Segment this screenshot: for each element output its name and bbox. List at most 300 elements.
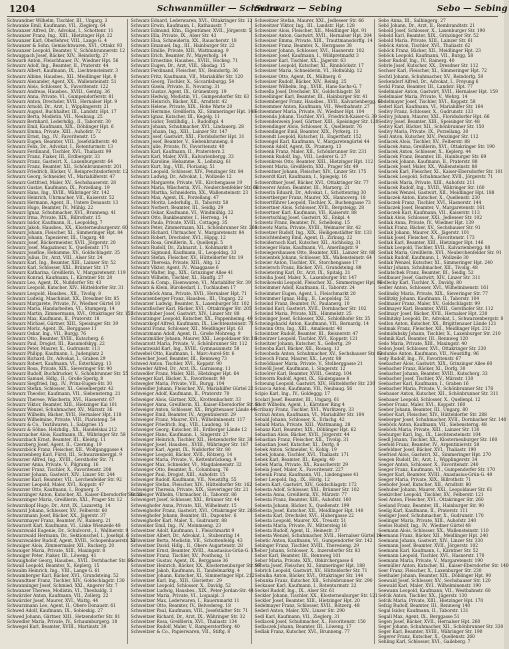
directory-entry: Schwandner Wilhelm, Tischler, III., Ungarg. 3 [7, 19, 108, 24]
directory-entry: Schweiger Karl, Agent, IX., Nußdorfer Str. 80 [130, 447, 231, 453]
directory-entry: Scrinzi Anton, Kaufmann, VI., Mariahilfer Str. 104 [254, 412, 365, 418]
directory-entry: Schweiger Anna, Greißlerin, XI., Kaiser-Ebersdorfer Str. 61 [130, 402, 261, 408]
directory-entry: Sedivy Johann, Maurer, XXI., Floridsdorfer Hpt. 66 [378, 114, 490, 120]
directory-entry: Schwarz Sigmund, Kaufmann, II., Leopoldsg. 33 [130, 251, 237, 257]
directory-entry: Schwarz Ignaz, Kutscher, III., Kegelg. 11 [130, 114, 221, 120]
directory-entry: Schwarz Ernestine, Hausbes., XVIII., Hockeg. 71 [130, 59, 238, 65]
directory-entry: Seebacher Alois, Gastwirt, XIX., Grinzinger Allee 60 [378, 362, 493, 368]
directory-entry: Schweitzer Franz, Tischler, XV., Pouthong. 11 [130, 553, 231, 559]
directory-entry: Scolari Josef, Beamter, III., Ungarg. 61 [254, 397, 340, 403]
directory-entry: Schwarz Stefan, Fleischer, XV., Hütteldorfer Str. 19 [130, 256, 244, 262]
directory-entry: Schwarz Oskar, Ing., VII., Burgg. 76 [7, 331, 86, 337]
directory-entry: Sedlacek Anton, Schlosser, X., Keplerg. 44 [378, 150, 472, 156]
directory-entry: Schwarz Michael, Gärtner, XIII., Speisinger Str. 39 [7, 321, 119, 327]
directory-entry: Schwarzwald Karl, Ing., XVIII., Gymnasiumstr. 58 [130, 347, 240, 353]
directory-entry: Sebesta Maria, Private, IV., Mittersteig 16 [254, 523, 347, 529]
directory-entry: Sedelmayer Franz, Schlosser, XVII., Rötzerg. 48 [254, 604, 360, 610]
directory-entry: Schweiger Alois, Gärtner, XIX., Krottenbachstr. 33 [130, 397, 241, 403]
directory-entry: Seebauer Leopold, Schlosser, X., Quellenpl. 12 [378, 397, 481, 403]
directory-entry: Schwamberger Karl, Bäcker, XVI., Grundsteing. 52 [7, 574, 119, 580]
directory-entry: Schwarzl Johann, Schlosser, XV., Felberstr. 60 [7, 508, 108, 514]
directory-entry: Schwarz Peter, Maurer, X., Gudrunstr. 113 [7, 347, 100, 353]
directory-entry: Schwentner Johann, Fleischer, XIV., Linzer Str. 175 [254, 170, 367, 176]
directory-entry: Sebetic Anton, Kaufmann, VI., Gumpendorfer Str. 142 [254, 538, 373, 544]
directory-entry: Sedlak Franz, Bäcker, XV., Sechshauser Str. 91 [378, 225, 481, 231]
directory-entry: Schwarz Eugen, Beamter, VIII., Josefstädterstr. 40 [7, 140, 118, 146]
directory-entry: Schweitzer & Co., Papierwaren, VII., Stiftg. 8 [130, 629, 231, 635]
directory-entry: Schwarz Hedwig, Modistin, VI., Gumpendorfer Str. 63 [130, 94, 250, 100]
directory-entry: Schwaighofer Georg, Hausbes., XVII., Dornbacher Str. 66 [7, 559, 134, 565]
directory-entry: Schwaiger Peter, Fiaker, III., Löweng. 41 [7, 553, 97, 559]
directory-entry: Seegen Rudolf, Dr., Arzt, I., Wipplingerstr. 34 [378, 458, 478, 464]
directory-entry: Schwalm Heinrich, Ing., VIII., Lange G. 61 [7, 569, 101, 575]
directory-entry: Schwenk Franz, Maler, XII., Schönbrunner Str. 231 [254, 150, 367, 156]
directory-entry: Schwarz Margarete, Private, VII., Kirchengasse 19 [130, 180, 243, 186]
running-head-right: Sebo — Sebing [437, 4, 508, 14]
directory-entry: Sedivy Josef, Beamter, XIII., Speisinger Str. 48 [378, 119, 480, 125]
directory-entry: Schweitzer Johann, Kutscher, XI., Simmeringer Hpt. 212 [130, 574, 255, 580]
directory-entry: Schwent Maria, Greißlerin, XXI., Prager Str. 49 [254, 165, 359, 171]
directory-entry: Schwarz Kurt, Ing., VIII., Florianig. 51 [130, 165, 215, 171]
directory-entry: Schwarz Wenzel, Schuhmacher, XV., Märzstr. 36 [7, 407, 113, 413]
directory-entry: Seefeldner Josef, Bäcker, XVI., Thaliastr. 190 [378, 447, 477, 453]
directory-entry: Seckl Franz, Beamter, III., Landstr. Hpt. 77 [378, 84, 473, 90]
directory-entry: Schwetz Maria, Private, XVIII., Weimarer Str. 42 [254, 225, 361, 231]
directory-entry: Sefcik Anton, Tischler, XX., Jägerstr. 130 [378, 594, 468, 600]
directory-entry: Seeger Maria, Private, XIX., Billrothstr. 71 [378, 478, 472, 484]
directory-entry: Schwarz & Comp., Eisenwaren, VI., Mariahilfer Str. 39 [130, 281, 251, 287]
directory-entry: Sedlaczek Karl, Kaufmann, VII., Kaiserstr. 113 [378, 210, 480, 216]
directory-entry: Schwarz Josef, Bäckermeister, XVII., Jörgerstr. 20 [7, 241, 116, 247]
directory-entry: Schwarz Alexander, Agent, XX., Wallensteinstr. 51 [7, 79, 117, 85]
directory-entry: Sebek Maria, Private, XX., Rauscherstr. 29 [254, 463, 348, 469]
directory-entry: Schwanke Emil, Kaufmann, VII., Zieglerg. 64 [7, 24, 106, 30]
directory-entry: Schwarz Friedrich, Bäcker, V., Reinprechtsdorferstr. 12 [7, 170, 128, 176]
directory-entry: Schwarz Leo, Agent, IX., Nußdorfer Str. 43 [7, 281, 102, 287]
directory-entry: Schweger Karl, Bäcker, X., Favoritenstr. 98 [130, 377, 226, 383]
directory-entry: Schwanzer Franz, Ing., XIII., Hietzinger Hpt. 22 [7, 34, 113, 40]
directory-entry: Schwenk Adolf, Agent, IX., Pramerg. 13 [254, 145, 342, 151]
directory-entry: Sederl Karl, Kaufmann, VI., Mariahilfer Str. 164 [378, 104, 484, 110]
directory-entry: Seebauer Anton, Kutscher, XII., Schönbrunner Str. 311 [378, 392, 499, 398]
directory-entry: Seeland Franz, Beamter, III., Hainburger Str. 90 [378, 503, 484, 509]
directory-entry: Schwarzwald Hermann, Dr., Sektionschef, I., Josefspl. 6 [7, 533, 129, 539]
directory-entry: Schwarz & Co., Textilwaren, I., Salzgries 15 [7, 422, 104, 428]
directory-entry: Schwarz Martha, Schneiderin, XX., Wallensteinstr. 23 [130, 190, 249, 196]
directory-entry: Sedivy Karl, Bäcker, XII., Schönbrunner Str. 150 [378, 124, 485, 130]
directory-entry: Schwendinger Alois, Schlosser, X., Quellenstr. 76 [254, 124, 362, 130]
running-head-middle: Schwarz — Sebing [255, 4, 342, 14]
directory-entry: Seeger Anton, Schlosser, X., Favoritenstr. 240 [378, 463, 479, 469]
directory-entry: Schwarzmann Leo, Agent, II., Obere Donaustr. 61 [7, 604, 116, 610]
directory-entry: Schwarz Helene, Private, XIX., Hohe Warte 20 [130, 104, 233, 110]
directory-entry: Seckauer Karl, Kaufmann, I., Rotenturmstr. 22 [254, 584, 357, 590]
directory-entry: Schweitzer Berta, Modistin, VII., Schottenfeldg. 43 [130, 538, 243, 544]
directory-entry: Schwertner Alois, Schlosser, XVII., Bergsteigg. 28 [254, 205, 364, 211]
directory-entry: Schwarz Maria, Handarbeiten, VI., Stumperg. 14 [7, 306, 115, 312]
directory-entry: Schweiger Friedrich, Ing., VIII., Laudong. 16 [130, 422, 230, 428]
directory-entry: Schwarz Karl, Maler, XVII., Kalvarienbergg. 33 [130, 155, 234, 161]
directory-entry: Schweiger Stefan, Fleischer, XIV., Hütteldorfer Str. 162 [130, 483, 252, 489]
directory-entry: Schwarz Leopold, Hausbes., XII., Tivolig. 8 [7, 291, 102, 297]
directory-entry: Seelos Rudolf, Ing., IV., Wiedner Gürtel 48 [378, 523, 471, 529]
directory-entry: Schwarz Josef, Beamter, V., Siebenbrunneng. 8 [130, 140, 234, 146]
directory-entry: Schwarz Jakob, Hausbes., XX., Klosterneuburgerstr. 60 [7, 225, 128, 231]
directory-entry: Schwarz Ferdinand, Fleischer, XV., Reindorfg. 36 [130, 69, 238, 75]
directory-entry: Schwind Karl, Gastwirt, XVII., Dornbacher Str. 102 [254, 306, 367, 312]
directory-entry: Schwanninger Josef, Schmied, XXI., Angerer Str. 7 [7, 584, 118, 590]
directory-entry: Schwarz Franz, Fiaker, III., Erdbergstr. 33 [7, 155, 100, 161]
directory-entry: Schweitzer Otto, Beamter, IV., Belvedereg. 18 [130, 604, 231, 610]
directory-entry: Seeber Franz, Maler, XVI., Koppstr. 160 [378, 402, 466, 408]
directory-entry: Schwarz Isidor, Kaufmann, II., Leopoldsg. 7 [7, 220, 103, 226]
directory-entry: Schwarz Julius, Dr., Arzt, VIII., Alser Str. 24 [7, 256, 103, 262]
directory-entry: Schwichtenberg Emil, Agent, II., Zirkusg. 22 [254, 236, 353, 242]
directory-entry: Schwarz Andreas, Hausbes., XVIII., Gentzg. 36 [7, 89, 110, 95]
directory-entry: Schwitzer Johann, Kutscher, X., Gellertg. 29 [254, 342, 351, 347]
directory-entry: Schwed Anton, Tischler, XVI., Koppstr. 90 [130, 362, 222, 368]
directory-entry: Schweiger Franz, Maurer, XVI., Wilhelminenstr. 117 [130, 417, 246, 423]
directory-entry: Schwarz Emanuel, Ing., III., Hainburger Str. 22 [130, 44, 235, 50]
directory-entry: Sedo Maria, Private, XIII., Maxingstr. 40 [378, 342, 467, 347]
directory-entry: Sedlon Anton, Kutscher, XX., Brigittenauer Lände 121 [378, 321, 497, 327]
directory-entry: Schweiger Theresia, Private, XIX., Sieveringer Str. 21 [130, 488, 249, 494]
directory-entry: Schweiger Heinrich, Tischler, XII., Hetzendorfer Str. 38 [130, 437, 253, 443]
directory-entry: Schwegel Karl, Beamter, XVIII., Martinstr. 39 [7, 624, 107, 630]
directory-entry: Schwinn Otto, Ing., XIII., Amalienstr. 40 [254, 326, 343, 332]
directory-entry: Schwarz Hans, Ing., XVIII., Währinger Str. 142 [7, 190, 110, 196]
directory-entry: Schwanzer Karl, Oberlehrer, VIII., Lange G. 4 [7, 39, 107, 45]
directory-entry: Sebald Maria, Private, XIII., Wattmanng. 28 [254, 422, 351, 428]
directory-entry: Schwärzler Josef, Maurer, XVI., Wattg. 44 [7, 599, 99, 605]
directory-entry: Schwarzenberger Franz, Hausbes., III., Ungarg. 22 [130, 296, 244, 302]
directory-entry: Sebesta Wenzel, Schuhmacher, XVII., Hernalser Gürtel 14 [254, 533, 382, 539]
directory-entry: Schwarz Norbert, Beamter, III., Seidlg. 29 [130, 205, 224, 211]
directory-entry: Sebesta Leopold, Maurer, XX., Treustr. 51 [254, 518, 347, 524]
directory-entry: Sedlmaier Franz, Maler, XV., Goldschlagstr. 99 [378, 301, 481, 307]
directory-entry: Schweitzer Adolf, Kaufmann, I., Fleischmarkt 9 [130, 528, 235, 534]
directory-entry: Schwarz & Söhne, Holzhdlg., XX., Handelskai 212 [7, 427, 117, 433]
directory-entry: Seel Anton, Fleischer, XVI., Ottakringer Str. 260 [378, 498, 484, 504]
directory-entry: Schwarz Otto, Beamter, XVIII., Kutscherg. 6 [7, 336, 104, 342]
directory-entry: Sebald Johann, Schlosser, X., Erlachg. 42 [254, 417, 345, 423]
directory-entry: Schwarzmüller Johann, Maurer, XXI., Leopoldauer Str. 18 [130, 336, 257, 342]
directory-entry: Schwarzer Ludwig, Beamter, X., Laxenburger Str. 102 [130, 301, 250, 307]
directory-entry: Schweitzer Viktor, Ing., III., Landstr. Hpt. 128 [254, 24, 355, 30]
directory-entry: Schwimmer Adolf, Kaufmann, II., Taborstr. 24 [254, 286, 355, 292]
directory-entry: Seebacher Franz, Bäcker, XI., Dorfg. 30 [378, 367, 466, 373]
directory-entry: Sedlak Wenzel, Kutscher, XI., Simmeringer Hpt. 240 [378, 261, 493, 267]
directory-entry: Schwemmer Anton, Kaufmann, VII., Westbahnstr. 27 [254, 104, 370, 110]
directory-entry: Schwarz Paul, Drogist, III., Rasumofskyg. 22 [7, 342, 105, 347]
directory-entry: Schwietering Karl, Dr., Arzt, IX., Spitalg. 21 [254, 271, 351, 277]
directory-entry: Sedlacek Wenzel, Gastwirt, XII., Meidlinger Hpt. 188 [378, 190, 495, 196]
directory-entry: Schwarz Viktor, Beamter, XIII., Hietzinger Kai 101 [7, 402, 118, 408]
directory-entry: Schwarz Karl, Ing., Beamter, XIII., Lainzer Str. 52 [7, 261, 116, 267]
directory-entry: Schwarzinger Anton, Kutscher, XI., Kaiser-Ebersdorfer Str. 23 [7, 493, 143, 499]
directory-entry: Schwendenwein Josef, Gärtner, XIII., Speisinger Str. 120 [254, 119, 379, 125]
directory-entry: Schwarzacher Alois, Kaufmann, IX., Währinger Str. 58 [7, 432, 126, 438]
directory-entry: Schwenk Rudolf, Ing., VIII., Lederer G. 27 [254, 155, 347, 161]
directory-entry: Schweizer Anton, Gastwirt, XVII., Hernalser Hpt. 204 [254, 34, 372, 40]
directory-entry: Schwarz Karl, Schlosser, XXI., Brünner Str. 17 [7, 266, 109, 272]
directory-entry: Schwertberger Franz, Maurer, XX., Hannoverg. 18 [254, 195, 366, 201]
directory-entry: Schwarz Moritz, Lederhdlg., II., Taborstr. 58 [130, 200, 229, 206]
directory-entry: Schwappach Josef, Bäcker, XIV., Reindorfg. 27 [7, 54, 109, 60]
directory-entry: Sebunka Franz, Kutscher, XII., Schönbrunner Str. 290 [254, 579, 373, 585]
directory-entry: Schwimmer Ignaz, Hdlg., II., Leopoldsg. 52 [254, 296, 350, 302]
directory-entry: Sedlatschek Franz, Beamter, III., Seidlg. 52 [378, 271, 474, 277]
directory-entry: Seefeld Franz, Beamter, IV., Argentinierstr. 58 [378, 442, 480, 448]
directory-entry: Sedlacek Anna, Greißlerin, XVI., Ottakringer Str. 190 [378, 145, 495, 151]
directory-entry: Schwarz Emilie, Private, XIII., Wattmanng. 9 [130, 49, 229, 55]
directory-entry: Sehling Karl, Schlosser, XVI., Gaileberg. 7 [378, 639, 471, 645]
directory-entry: Schwarz Martin, Zimmermann, XVI., Ottakringer Str. 152 [7, 311, 134, 317]
directory-entry: Schwarzfischer Karl, Bäcker, XVI., Ottakringer Str. 205 [130, 306, 252, 312]
directory-entry: Schwarz Ludwig, Dr., Advokat, I., Wollzeile 12 [130, 175, 232, 181]
directory-entry: Schweiger Rudolf, Kaufmann, VII., Neustiftg. 55 [130, 478, 237, 484]
directory-entry: Schwarz Hugo, Beamter, IV., Mühlg. 22 [7, 205, 94, 211]
directory-entry: Sechtl Johann, Schuhmacher, XV., Reindorfg. 50 [378, 74, 484, 80]
directory-entry: Sebesta Adolf, Schlosser, XXI., Brünner Str. 102 [254, 488, 360, 494]
directory-entry: Schweiger Hans, Kaufmann, I., Singerstr. 27 [130, 432, 229, 438]
directory-entry: Schwarz Erich, Beamter, IV., Mayerhofg. 14 [130, 54, 227, 60]
directory-entry: Sedelmaier Maria, Private, V., Wehrg. 14 [378, 94, 468, 100]
directory-entry: Seemann Alois, Schlosser, XX., Wallensteinstr. 110 [378, 528, 489, 534]
directory-entry: Schwarz Walter, Ing., XIX., Grinzinger Allee 41 [130, 271, 234, 277]
directory-entry: Schwarzböck Anna, Private, XVII., Hernalser Hpt. 71 [130, 291, 247, 297]
directory-entry: Schweigert Josef, Schlosser, XXI., Brünner Str. 44 [130, 498, 240, 504]
directory-entry: Sebesta Johann, Bäcker, X., Quellenstr. 199 [254, 503, 350, 509]
directory-entry: Seeber Johann, Beamter, III., Ungarg. 80 [378, 407, 468, 413]
directory-entry: Sedivy Maria, Private, IX., Porzellang. 30 [378, 130, 469, 136]
directory-entry: Schwarzott Maria, Private, V., Schönbrunner Str. 112 [130, 342, 248, 347]
directory-entry: Schwingshackl Anton, Kaufmann, VII., Bernardg. 14 [254, 321, 369, 327]
directory-entry: Seewann Leopold, Kaufmann, VII., Westbahnstr. 60 [378, 589, 491, 595]
directory-entry: Seemann Leopold, Tischler, XVI., Hasnerstr. 170 [378, 553, 485, 559]
directory-entry: Schwarz Karl, Kaufmann, II., Praterstern 2 [130, 150, 225, 156]
directory-entry: Schweizer Rudolf, Bäcker, XIV., Reinlg. 25 [254, 79, 347, 85]
directory-entry: Sebera Karl, Gastwirt, XIV., Goldschlagstr. 172 [254, 483, 357, 489]
directory-entry: Scribany Franz, Tischler, XVI., Wurlitzerg. 33 [254, 407, 354, 413]
directory-entry: Schweizer Johann, Schlosser, XVI., Hasnerstr. 102 [254, 49, 365, 55]
directory-entry: Schwarz Hermann, Agent, II., Untere Donaustr. 13 [7, 200, 119, 206]
directory-entry: Schwarz Emil, Kaufmann, XIX., Döblinger Hpt. 6 [7, 124, 114, 130]
directory-entry: Schwarz Bernhard, Lederhdlg., II., Taborstr. 30 [7, 119, 111, 125]
directory-entry: Schwetz Franz, Beamter, IV., Schelleing. 15 [254, 220, 350, 226]
directory-entry: Sedler Anton, Schlosser, XVI., Wilhelminenstr. 161 [378, 286, 489, 292]
directory-entry: Schwarzmann Josef, Bäcker, XX., Jägerstr. 37 [7, 513, 106, 519]
directory-entry: Schwarz Paula, Private, XVIII., Cottageg. 35 [130, 220, 228, 226]
directory-entry: Sedmidubsky Johann, Tischler, X., Laxenburger Str. 210 [378, 331, 501, 337]
directory-entry: Sefzig Rudolf, Beamter, III., Rennweg 140 [378, 604, 471, 610]
directory-column-4 [378, 19, 509, 645]
directory-entry: Schwarz Franz, Gastwirt, X., Laxenburgerstr. 64 [7, 160, 114, 166]
directory-entry: Sedlacek Franz, Beamter, III., Hainburger Str. 69 [378, 155, 487, 161]
directory-entry: Schwanzer Leopold, Beamter, V., Schönbrunnerstr. 12 [7, 49, 126, 55]
directory-entry: Schwarzwald Eugenie, Dr., Schulvorst., I., Wallnerstr. 9 [7, 528, 129, 534]
directory-entry: Schwarzkopf Hugo, Dr., Arzt, IX., Lazarettg. 14 [7, 503, 111, 509]
directory-entry: Schwarz Isidor, Textilhdlg., I., Rudolfspl. 4 [130, 119, 224, 125]
directory-entry: Sedunko Anton, Kaufmann, VII., Neustiftg. 96 [378, 352, 479, 358]
directory-entry: Schwarz Adolf, Ing., Beamter, II., Praterstr. 44 [7, 64, 109, 70]
directory-entry: Sebesta Anna, Greißlerin, XV., Märzstr. 77 [254, 493, 347, 499]
directory-entry: Schwed Adolf, Kaufmann, IX., Sobieskig. 27 [7, 609, 103, 615]
directory-entry: Schwarz Josefine, Hebamme, XV., Goldschlagstr. 35 [7, 251, 120, 257]
directory-entry: Schwenkreis Otto, Beamter, XIII., Hietzinger Hpt. 112 [254, 160, 374, 166]
directory-entry: Schwidernoch Karl, Kutscher, XII., Aichholzg. 31 [254, 241, 362, 247]
directory-entry: Schwarz Rosa, Private, XIX., Sieveringer Str. 90 [7, 367, 112, 373]
directory-entry: Sebastian Franz, Fleischer, XII., Tivolig. 31 [254, 437, 349, 443]
directory-entry: Schwarzl Franz, Schlosser, XII., Meidlinger Hpt. 63 [130, 326, 244, 332]
directory-entry: Sebor Maria, Private, XIX., Obkirchergasse 6 [254, 559, 354, 565]
directory-entry: Schweitzer Maria, Private, VI., Loquaipl. 3 [130, 594, 224, 600]
directory-entry: Sebesta Josef, Kutscher, XII., Meidlinger Hpt. 140 [254, 508, 364, 514]
directory-entry: Sedlak Anna, Private, IV., Wiedner Hpt. 139 [378, 220, 474, 226]
directory-entry: Schwarz Fritz, Kaufmann, VII., Mariahilfer Str. 120 [130, 74, 243, 80]
directory-entry: Schwanzer Alfred, Dr., Advokat, I., Schottenr. 11 [7, 29, 114, 35]
directory-entry: Schwarzmann Adolf, Agent, II., Große Mohreng. 9 [130, 331, 241, 337]
directory-entry: Schwientek Johann, Schlosser, XX., Wallensteinstr. 64 [254, 256, 372, 262]
directory-entry: Schwarz Ernst, Ing., IV., Favoritenstr. 15 [7, 135, 96, 141]
directory-entry: Schweiger Paul, Drogist, XIII., Auhofstr. 15 [130, 473, 226, 479]
directory-entry: Schwarz Siegfried, Ing., IV., Prinz-Eugen-Str. 30 [7, 382, 112, 388]
directory-entry: Sebo Anna, III., Salbingerg. 27 [378, 19, 446, 24]
directory-entry: Schwarz Franz, Beamter, XII., Schönbrunnerstr. 201 [7, 165, 122, 171]
directory-entry: Schwebel Otto, Kaufmann, I., Marc-Aurel-Str. 6 [130, 352, 235, 358]
directory-entry: Sebastian Josef, Kutscher, XI., Dorfg. 8 [254, 442, 340, 448]
directory-entry: Schwarz Gustav, Agent, IX., Grünentorg. 19 [130, 89, 227, 95]
directory-entry: Schwertner Karl, Kaufmann, VII., Kaiserstr. 88 [254, 210, 357, 216]
directory-entry: Schwarz Viktor, Agent, IV., Waaggasse 6 [130, 266, 219, 272]
directory-entry: Seeliger Josef, Schuhmacher, X., Gudrunstr. 170 [378, 513, 484, 519]
directory-entry: Schwertführer Leopold, Tischler, X., Buchengasse 73 [254, 200, 371, 206]
directory-entry: Sedlak Rudolf, Kaufmann, I., Wollzeile 30 [378, 256, 469, 262]
directory-entry: Schwarz Ludwig, Maschinist, XX., Dresdner Str. 85 [7, 296, 120, 302]
directory-entry: Schweiger Maria, Private, V., Kettenbrückeng. 9 [130, 458, 237, 464]
directory-entry: Schwarz Robert, Kaufmann, VI., Esterházyg. 13 [7, 362, 112, 368]
directory-entry: Sedlacek Karl, Fleischer, XI., Kaiser-Ebersdorfer Str. 101 [378, 170, 504, 176]
directory-entry: Schwarz Johann, Ing., XIII., Lainzer Str. 147 [130, 130, 228, 136]
directory-entry: Seebacher Josef, Tischler, XV., Märzstr. 130 [378, 377, 474, 383]
directory-entry: Scott Wilhelm, Agent, I., Kärntner Ring 4 [254, 402, 345, 408]
directory-entry: Schwarz Wilhelmine, Private, VIII., Piaristeng. 54 [7, 417, 116, 423]
directory-entry: Seckel Rudolf, Ing., IX., Alser Str. 61 [254, 589, 335, 595]
directory-entry: Schwarz Eduard, Lederwaren, XVI., Ottakringer Str. 12 [130, 19, 253, 24]
directory-entry: Sebor Johann, Schlosser, X., Inzersdorfer Str. 83 [254, 548, 361, 554]
directory-entry: Seehuber Johann, Maurer, XXI., Leopoldauer Str. 61 [378, 488, 493, 494]
directory-entry: Schwertschlag Josef, Gastwirt, XI., Enkpl. 4 [254, 215, 350, 221]
directory-entry: Sebor Rudolf, Ing., IV., Rainerg. 40 [378, 59, 455, 65]
directory-entry: Sedelmayer Josef, Tischler, XVI., Koppstr. 58 [378, 99, 476, 105]
directory-entry: Schworm Rudolf, Agent, IX., Säulengasse 8 [254, 377, 350, 383]
directory-entry: Sedlaczek Anton, Kutscher, X., Quellenstr. 230 [378, 195, 480, 201]
directory-entry: Schwind Franz, Beamter, IV., Paulanerg. 10 [254, 301, 350, 307]
directory-entry: Schwoba Karl, Bäcker, XII., Rosasg. 12 [254, 347, 340, 353]
directory-entry: Schwemberger Franz, Hausbes., XVII., Kalvarienbergg. 61 [254, 99, 384, 105]
directory-entry: Schwerin Eduard, Dr., Advokat, I., Schottenring 30 [254, 190, 367, 196]
directory-entry: Schwiersch Franz, Bäcker, XVI., Grundsteing. 88 [254, 266, 362, 272]
directory-entry: Seeböck Maria, Private, XIII., Lainzer Str. 130 [378, 427, 480, 433]
directory-entry: Sedmik Karl, Beamter, III., Rennweg 120 [378, 336, 468, 342]
directory-entry: Schweidler Johann, Fleischer, XV., Mariahilfer Gürtel 22 [130, 387, 254, 393]
directory-entry: Sebold Maria, Private, XIII., Lainzer Str. 61 [378, 39, 474, 45]
directory-entry: Sebek Johann, Tischler, XVI., Thaliastr. 171 [254, 453, 350, 459]
directory-entry: Schweiker Emil, Ing., IV., Mommseng. 23 [130, 523, 221, 529]
directory-entry: Schwarz Rudolf, Dr., Zahnarzt, I., Kohlmarkt 8 [130, 246, 233, 252]
directory-entry: Schwarz Otto, Bankbeamter, I., Herreng. 14 [130, 215, 228, 221]
directory-entry: Schwarz Rosa, Greißlerin, X., Quellenpl. 5 [130, 241, 224, 247]
directory-entry: Schwarz Peter, Zimmermann, XII., Schönbrunner Str. 260 [130, 225, 258, 231]
directory-entry: Seefried Alois, Gastwirt, XI., Simmeringer Hpt. 270 [378, 453, 491, 459]
directory-entry: Schwaiger Maria, Private, XIII., Maxingstr. 8 [7, 548, 106, 554]
directory-entry: Schwarzer Alfred, Ing., XVIII., Gersthofer Str. 71 [7, 458, 114, 464]
directory-entry: Schwarz Anton, Drechsler, XVII., Hernalser Hpt. 9 [7, 99, 118, 105]
directory-entry: Segall Max, Agent, IX., Berggasse 51 [378, 614, 460, 620]
directory-entry: Schwarz Wilhelm, Tischler, XI., Hauffg. 27 [130, 276, 224, 282]
directory-entry: Schwarz Heinrich, Bäcker, XII., Arndtstr. 42 [130, 99, 227, 105]
directory-entry: Schwarz Konrad, Kaufmann, I., Kärntner Str. 28 [7, 276, 113, 282]
directory-entry: Schweizer Leopold, Kutscher, XI., Rinnböckstr. 17 [254, 64, 364, 70]
directory-entry: Sedlacek Rudolf, Ing., XVIII., Währinger Str. 160 [378, 185, 485, 191]
directory-entry: Schwarzinger Leopold, Kutscher, XX., Pappenheimg. 40 [130, 316, 253, 322]
directory-entry: Schwiha Josef, Maler, X., Laxenburger Str. 147 [254, 276, 357, 282]
directory-entry: Schwarz Maria, Wäscherin, XVI., Neulerchenfelder Str. 66 [130, 185, 259, 191]
directory-entry: Schwarz Richard, Uhrmacher, V., Margaretenstr. 84 [130, 230, 245, 236]
directory-entry: Schwarzberg Josef, Agent, II., Czerning. 19 [7, 442, 102, 448]
directory-entry: Schwarz Arnold, Dr., Arzt, I., Wipplingerstr. 21 [7, 104, 110, 110]
directory-entry: Schwarz Johann, Fleischer, XI., Simmeringer Hpt. 84 [7, 230, 123, 236]
directory-entry: Schwemmer Maria, Private, IV., Wiedner Hpt. 104 [254, 109, 365, 115]
directory-entry: Schweiger Adolf, Kaufmann, II., Praterstr. 70 [130, 392, 230, 398]
directory-entry: Schwarzer Karl, Beamter, VII., Lerchenfelder Str. 92 [7, 478, 122, 484]
directory-entry: Schwarz Therese, Wäscherin, XVI., Hasnerstr. 67 [7, 397, 115, 403]
directory-entry: Sebrle Josef, Kutscher, XX., Dresdner Str. 112 [378, 64, 479, 70]
directory-entry: Sefcik Maria, Private, XIII., Hietzinger Hpt. 170 [378, 599, 484, 605]
directory-entry: Schweitzer Karl, Ing., XIII., Gloriettег. 29 [130, 579, 222, 585]
directory-entry: Sebor Karl, Beamter, III., Rennweg 101 [254, 553, 341, 559]
directory-entry: Seeburger Karl, Ing., IX., Liechtensteinstr. 104 [378, 432, 481, 438]
directory-entry: Schwarz Moriz, Agent, IX., Berggasse 11 [7, 326, 97, 332]
directory-entry: Sedy Rudolf, Ing., IV., Favoritenstr. 67 [378, 357, 462, 363]
directory-entry: Schwarz Katharina, Greißlerin, V., Margaretenstr. 119 [7, 271, 126, 277]
directory-entry: Sedlacek Josef, Schuhmacher, X., Favoritenstr. 150 [254, 619, 366, 625]
directory-entry: Seckler Josef, Beamter, XIII., Hietzinger Hpt. 20 [254, 599, 360, 605]
directory-entry: Schwarz Georg, Tischler, X., Siccardsburgg. 54 [130, 79, 235, 85]
directory-entry: Sebela Josef, Maler, X., Favoritenstr. 227 [254, 468, 344, 474]
directory-entry: Schweizer Otto, Agent, IX., Müllnerg. 6 [254, 74, 341, 80]
directory-entry: Schwanzer & Sohn, Gemischtwaren, XVI., Ottakr. 93 [7, 44, 123, 50]
directory-entry: Seböck Leopold, Kaufmann, VII., Burgg. 58 [378, 54, 474, 60]
directory-entry: Schwaiger Alois, Zimmermaler, XII., Ruckerg. 20 [7, 543, 115, 549]
directory-entry: Schwirzer Leopold, Tischler, XVI., Koppstr. 121 [254, 336, 358, 342]
directory-entry: Schwärzler Anton, Kaufmann, VII., Zollerg. 22 [7, 594, 109, 600]
directory-entry: Schweitzer Rosa, Greißlerin, XVI., Thaliastr. 134 [130, 619, 237, 625]
directory-entry: Sedlak Josef, Fleischer, X., Favoritenstr. 173 [378, 236, 475, 242]
directory-entry: Schwarz Wilhelm, Bäcker, XVII., Hernalser Hpt. 118 [7, 412, 122, 418]
directory-entry: Schweitzer Heinrich, Bäcker, XX., Klosterneuburger Str. 97 [130, 564, 261, 570]
directory-entry: Sedlacek Josef, Maler, XX., Wallensteinstr. 88 [378, 165, 478, 171]
directory-entry: Schwarz Albine, Hausbes., XII., Meidlinger Hpt. 8 [7, 74, 117, 80]
directory-entry: Sedlmayer Karl, Beamter, XVIII., Gersthofer Str. 112 [378, 306, 494, 312]
directory-entry: Sebulka Anton, Bäcker, XVI., Ottakringer Str. 144 [254, 574, 364, 580]
directory-entry: Schwarz Felix, Dr., Advokat, I., Rotenturmstr. 13 [7, 145, 114, 151]
directory-entry: Seelinger Maria, Private, XIII., Auhofstr. 240 [378, 518, 477, 524]
directory-entry: Seckendorf Alfred, Dr., Advokat, I., Freyung 6 [378, 79, 479, 85]
directory-entry: Sedlacek Leopold, Schuhmacher, XVII., Jörgerstr. 71 [378, 175, 494, 181]
directory-entry: Sedlbauer Josef, Gastwirt, XIV., Linzer Str. 311 [378, 276, 481, 282]
directory-entry: Seemann Franz, Bäcker, XII., Meidlinger Hpt. 240 [378, 533, 489, 539]
